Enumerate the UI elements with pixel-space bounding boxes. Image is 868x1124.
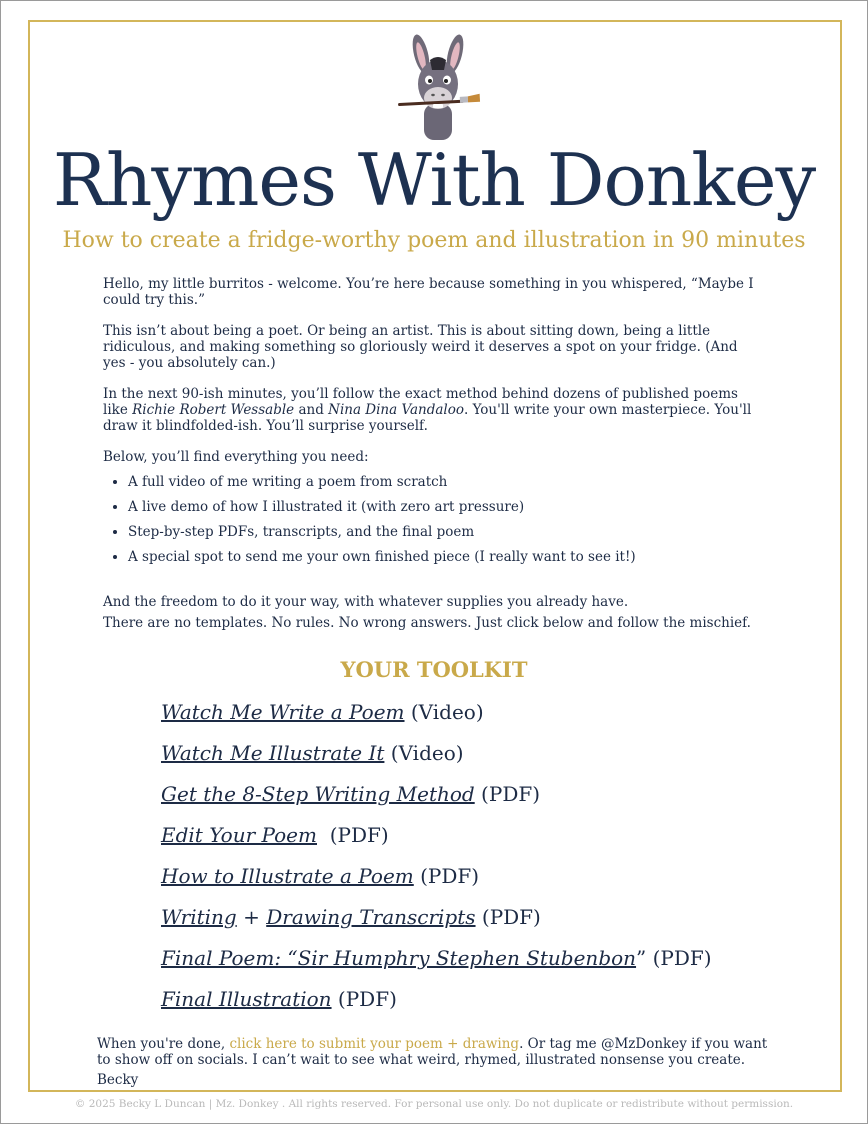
toolkit-item — [161, 778, 801, 819]
toolkit-link-writing-method[interactable]: Get the 8-Step Writing Method — [161, 782, 475, 806]
submit-link[interactable]: click here to submit your poem + drawing — [229, 1036, 520, 1052]
donkey-mascot-icon — [394, 32, 484, 142]
toolkit-link-illustrate-video[interactable]: Watch Me Illustrate It — [161, 741, 385, 765]
toolkit-item — [161, 942, 801, 983]
toolkit-type: (PDF) — [331, 987, 397, 1011]
toolkit-item — [161, 901, 801, 942]
page-subtitle: How to create a fridge-worthy poem and illustration in 90 minutes — [62, 228, 806, 253]
list-item: • A full video of me writing a poem from scratch — [128, 474, 763, 490]
toolkit-link-writing-transcript[interactable]: Writing — [161, 905, 237, 929]
toolkit-item — [161, 737, 801, 778]
page-title: Rhymes With Donkey — [52, 138, 816, 222]
signature: Becky — [97, 1072, 139, 1088]
closing-line-1: And the freedom to do it your way, with whatever supplies you already have. — [103, 594, 629, 610]
intro-section — [103, 276, 763, 574]
copyright-notice: © 2025 Becky L Duncan | Mz. Donkey . All rights reserved. For personal use only. Do not duplicate or redistribute without permission. — [74, 1098, 794, 1110]
toolkit-type: ” (PDF) — [636, 946, 712, 970]
toolkit-item — [161, 819, 801, 860]
toolkit-link-edit-poem[interactable]: Edit Your Poem — [161, 823, 317, 847]
list-item: • A live demo of how I illustrated it (with zero art pressure) — [128, 499, 763, 515]
toolkit-link-write-video[interactable]: Watch Me Write a Poem — [161, 700, 405, 724]
submit-text: . Or tag me @MzDonkey if you want to show off on socials. I can’t wait to see what weird, rhymed, illustrated nonsense you create. — [97, 1036, 768, 1068]
submit-text: When you're done, — [97, 1036, 230, 1052]
toolkit-list — [161, 696, 801, 1024]
feature-list — [103, 474, 763, 565]
intro-text: In the next 90-ish minutes, you’ll follow the exact method behind dozens of published poems like — [103, 386, 738, 418]
closing-section — [103, 592, 803, 634]
closing-line-2: There are no templates. No rules. No wrong answers. Just click below and follow the mischief. — [103, 615, 751, 631]
intro-text: . You'll write your own masterpiece. You'll draw it blindfolded-ish. You’ll surprise yourself. — [103, 402, 752, 434]
toolkit-link-final-poem[interactable]: Final Poem: “Sir Humphry Stephen Stubenbon — [161, 946, 637, 970]
toolkit-plus: + — [236, 905, 267, 929]
submit-paragraph — [97, 1036, 777, 1068]
toolkit-item — [161, 696, 801, 737]
intro-paragraph-4: Below, you’ll find everything you need: — [103, 449, 369, 465]
toolkit-heading: YOUR TOOLKIT — [340, 657, 528, 682]
toolkit-type: (PDF) — [317, 823, 389, 847]
intro-text: and — [294, 402, 329, 418]
toolkit-link-illustrate-pdf[interactable]: How to Illustrate a Poem — [161, 864, 414, 888]
toolkit-item — [161, 983, 801, 1024]
list-item: • Step-by-step PDFs, transcripts, and the final poem — [128, 524, 763, 540]
book-title-1: Richie Robert Wessable — [132, 402, 295, 418]
toolkit-type: (Video) — [404, 700, 484, 724]
intro-paragraph-3 — [103, 386, 763, 434]
book-title-2: Nina Dina Vandaloo — [328, 402, 464, 418]
list-item: • A special spot to send me your own finished piece (I really want to see it!) — [128, 549, 763, 565]
toolkit-item — [161, 860, 801, 901]
intro-paragraph-2: This isn’t about being a poet. Or being an artist. This is about sitting down, being a little ridiculous, and making something so gloriously weird it deserves a spot on your fridge. (And yes - you absolutely can.) — [103, 323, 738, 371]
toolkit-link-drawing-transcript[interactable]: Drawing Transcripts — [266, 905, 476, 929]
toolkit-type: (PDF) — [475, 905, 541, 929]
intro-paragraph-1: Hello, my little burritos - welcome. You’re here because something in you whispered, “Maybe I could try this.” — [103, 276, 754, 308]
toolkit-type: (PDF) — [413, 864, 480, 888]
toolkit-type: (PDF) — [474, 782, 541, 806]
toolkit-type: (Video) — [384, 741, 464, 765]
toolkit-link-final-illustration[interactable]: Final Illustration — [161, 987, 332, 1011]
